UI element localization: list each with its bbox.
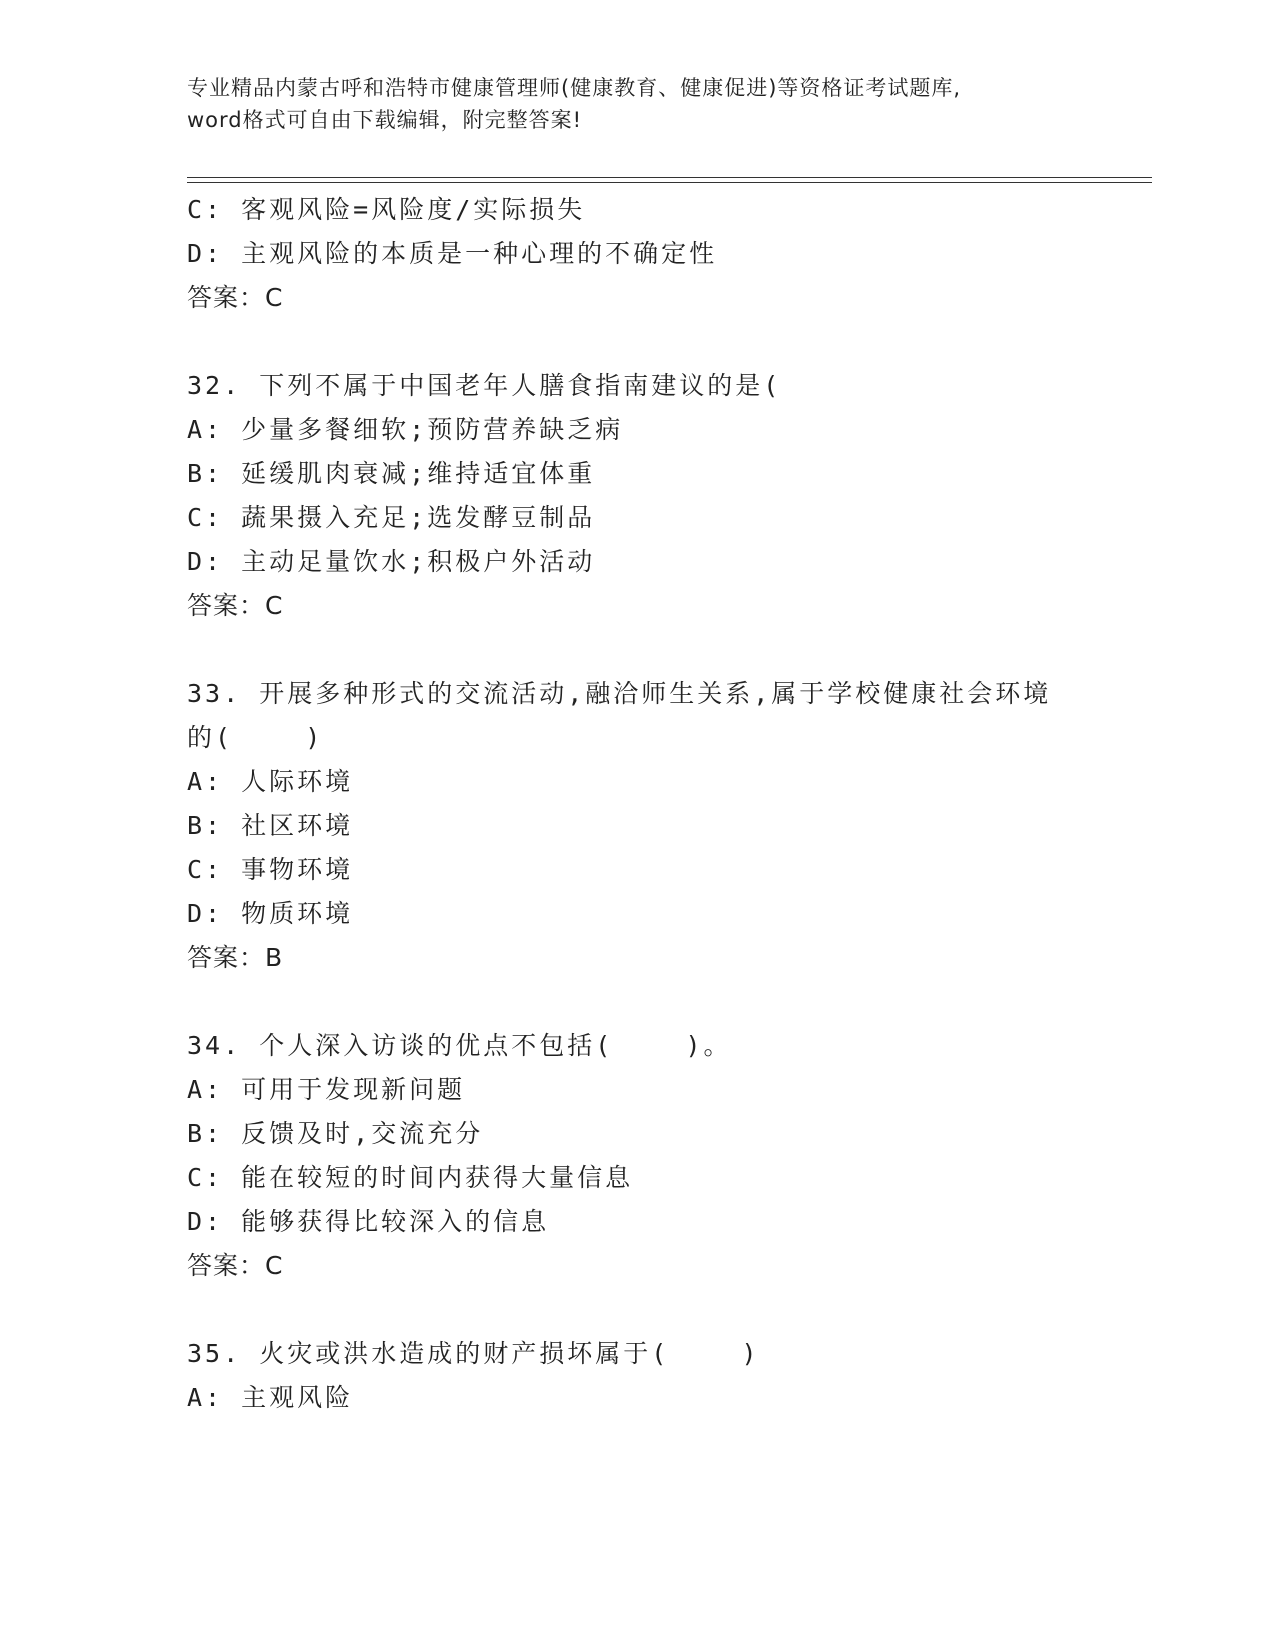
q32-option-a: A: 少量多餐细软;预防营养缺乏病 <box>187 415 624 444</box>
q32-question: 32. 下列不属于中国老年人膳食指南建议的是( <box>187 371 782 400</box>
q33-option-a: A: 人际环境 <box>187 767 354 796</box>
document-header <box>187 72 1087 136</box>
prev-option-d: D: 主观风险的本质是一种心理的不确定性 <box>187 239 718 268</box>
q33-option-c: C: 事物环境 <box>187 855 354 884</box>
prev-option-c: C: 客观风险=风险度/实际损失 <box>187 195 586 224</box>
q34-option-a: A: 可用于发现新问题 <box>187 1075 466 1104</box>
q34-option-c: C: 能在较短的时间内获得大量信息 <box>187 1163 634 1192</box>
header-divider-bottom <box>187 182 1152 183</box>
q34-question: 34. 个人深入访谈的优点不包括( )。 <box>187 1031 732 1060</box>
header-line-1: 专业精品内蒙古呼和浩特市健康管理师(健康教育、健康促进)等资格证考试题库, <box>187 76 962 100</box>
q33-answer: 答案：B <box>187 943 284 972</box>
q32-option-d: D: 主动足量饮水;积极户外活动 <box>187 547 596 576</box>
q33-option-b: B: 社区环境 <box>187 811 354 840</box>
header-divider-top <box>187 177 1152 178</box>
prev-answer: 答案：C <box>187 283 284 312</box>
q33-question-line-2: 的( ) <box>187 723 324 752</box>
q34-option-d: D: 能够获得比较深入的信息 <box>187 1207 550 1236</box>
header-line-2: word格式可自由下载编辑，附完整答案! <box>187 108 583 132</box>
q34-answer: 答案：C <box>187 1251 284 1280</box>
q32-answer: 答案：C <box>187 591 284 620</box>
q35-question: 35. 火灾或洪水造成的财产损坏属于( ) <box>187 1339 760 1368</box>
q33-question-line-1: 33. 开展多种形式的交流活动,融洽师生关系,属于学校健康社会环境 <box>187 679 1052 708</box>
q34-option-b: B: 反馈及时,交流充分 <box>187 1119 484 1148</box>
q32-option-b: B: 延缓肌肉衰减;维持适宜体重 <box>187 459 596 488</box>
q33-option-d: D: 物质环境 <box>187 899 354 928</box>
q35-option-a: A: 主观风险 <box>187 1383 354 1412</box>
q32-option-c: C: 蔬果摄入充足;选发酵豆制品 <box>187 503 596 532</box>
